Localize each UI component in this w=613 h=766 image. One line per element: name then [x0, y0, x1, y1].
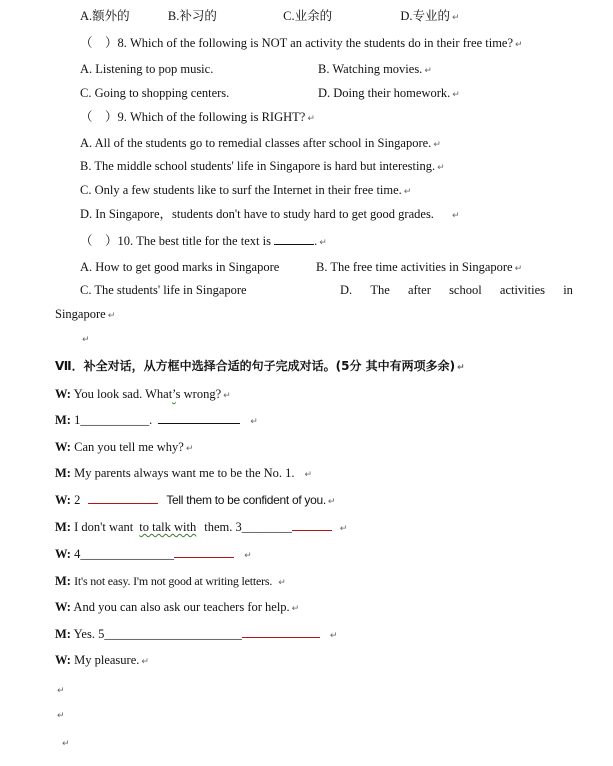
dialogue-text: And you can also ask our teachers for help.: [73, 600, 290, 614]
q7-option-d: D.专业的: [400, 9, 450, 23]
q8-option-c-text: C. Going to shopping centers.: [80, 86, 230, 100]
q10-option-d-continued: [55, 306, 115, 324]
paragraph-mark-icon: ↵: [327, 497, 336, 507]
paragraph-mark-icon: ↵: [278, 578, 286, 588]
paragraph-mark-icon: ↵: [223, 391, 231, 401]
q8-option-d: [318, 85, 460, 103]
answer-blank-5: [242, 626, 320, 638]
q7-option-c: C.业余的: [283, 9, 333, 23]
q9-option-a-text: A. All of the students go to remedial classes after school in Singapore.: [80, 136, 432, 150]
q9-option-d: [80, 206, 459, 224]
q8-option-c: [80, 85, 229, 101]
paragraph-mark-icon: ↵: [141, 657, 149, 667]
q9-option-b-text: B. The middle school students' life in Singapore is hard but interesting.: [80, 159, 436, 173]
q10-option-b: [316, 259, 522, 277]
paragraph-mark-icon: ↵: [451, 211, 460, 221]
dialogue-text: I don't want: [74, 520, 134, 534]
apostrophe: ’: [172, 387, 176, 401]
paragraph-mark-icon: ↵: [62, 739, 70, 749]
dialogue-line-11: [55, 652, 149, 670]
q10-option-d: [340, 282, 573, 298]
q8-stem-text: （ ）8. Which of the following is NOT an activity the students do in their free time?: [80, 36, 514, 50]
q9-stem: [80, 109, 315, 127]
answer-blank-2: [88, 492, 158, 504]
q10-option-b-text: B. The free time activities in Singapore: [316, 260, 513, 274]
q8-stem: [80, 35, 523, 53]
paragraph-mark-icon: ↵: [307, 114, 315, 124]
dialogue-text: 2: [74, 493, 81, 507]
paragraph-mark-icon: ↵: [452, 90, 460, 100]
paragraph-mark-icon: ↵: [244, 551, 252, 561]
paragraph-mark-icon: ↵: [329, 631, 338, 641]
paragraph-mark-icon: ↵: [457, 363, 465, 373]
paragraph-mark-icon: ↵: [515, 40, 523, 50]
paragraph-mark-icon: ↵: [452, 13, 460, 23]
q10-option-c: [80, 282, 247, 298]
paragraph-mark-icon: ↵: [339, 524, 348, 534]
paragraph-mark-icon: ↵: [403, 187, 412, 197]
empty-paragraph: [60, 734, 70, 752]
paragraph-mark-icon: ↵: [424, 66, 432, 76]
q9-option-d-text: D. In Singapore，students don't have to study hard to get good grades.: [80, 207, 434, 221]
q10-stem-end: .: [314, 234, 318, 248]
dialogue-line-4: [55, 465, 312, 483]
speaker-label: W:: [55, 547, 71, 561]
speaker-label: M:: [55, 413, 71, 427]
paragraph-mark-icon: ↵: [291, 604, 300, 614]
q9-option-a: [80, 135, 441, 153]
paragraph-mark-icon: ↵: [185, 444, 194, 454]
q7-option-b: B.补习的: [167, 9, 217, 23]
answer-blank-3: [292, 519, 332, 531]
dialogue-line-8: [55, 573, 286, 591]
speaker-label: W:: [55, 493, 71, 507]
empty-paragraph: [80, 330, 90, 348]
paragraph-mark-icon: ↵: [107, 311, 116, 321]
paragraph-mark-icon: ↵: [250, 417, 258, 427]
dialogue-line-9: [55, 599, 299, 617]
empty-paragraph: [55, 681, 65, 699]
paragraph-mark-icon: ↵: [514, 264, 523, 274]
paragraph-mark-icon: ↵: [319, 238, 327, 248]
dialogue-text: It's not easy. I'm not good at writing letters.: [74, 574, 273, 588]
speaker-label: W:: [55, 653, 71, 667]
dialogue-text: Tell them to be confident of you.: [166, 493, 326, 507]
dialogue-text: s wrong?: [175, 387, 222, 401]
dialogue-text: 4_______________: [74, 547, 175, 561]
paragraph-mark-icon: ↵: [82, 335, 90, 345]
q9-option-c: [80, 182, 411, 200]
q9-option-b: [80, 158, 445, 176]
paragraph-mark-icon: ↵: [57, 686, 65, 696]
q8-option-d-text: D. Doing their homework.: [318, 86, 451, 100]
speaker-label: M:: [55, 466, 71, 480]
dialogue-text: My pleasure.: [74, 653, 140, 667]
answer-blank-1: [158, 412, 240, 424]
q8-option-a-text: A. Listening to pop music.: [80, 62, 214, 76]
dialogue-text: 1___________.: [74, 413, 153, 427]
paragraph-mark-icon: ↵: [437, 163, 445, 173]
section-title: Ⅶ．补全对话，从方框中选择合适的句子完成对话。(5分 其中有两项多余): [55, 359, 456, 373]
dialogue-text: to talk with: [139, 520, 197, 534]
q8-option-a: [80, 61, 213, 77]
q10-option-d-word: activities: [499, 283, 546, 297]
speaker-label: M:: [55, 627, 71, 641]
dialogue-text: You look sad. What: [73, 387, 173, 401]
q10-option-d-word: D.: [340, 283, 353, 297]
paragraph-mark-icon: ↵: [433, 140, 441, 150]
q10-option-d-word: in: [563, 283, 573, 297]
q7-option-a: A.额外的: [80, 9, 130, 23]
dialogue-text: My parents always want me to be the No. 1.: [74, 466, 295, 480]
dialogue-text: Can you tell me why?: [74, 440, 184, 454]
section-heading: [55, 358, 465, 376]
paragraph-mark-icon: ↵: [304, 470, 313, 480]
dialogue-line-6: [55, 519, 347, 537]
q8-option-b-text: B. Watching movies.: [318, 62, 423, 76]
q10-answer-blank: [274, 233, 314, 245]
q10-stem-text: （ ）10. The best title for the text is: [80, 234, 275, 248]
dialogue-line-7: [55, 546, 252, 564]
dialogue-line-5: [55, 492, 335, 510]
speaker-label: M:: [55, 574, 71, 588]
dialogue-text: them. 3________: [204, 520, 292, 534]
q9-stem-text: （ ）9. Which of the following is RIGHT?: [80, 110, 306, 124]
q10-option-d-word: after: [407, 283, 431, 297]
speaker-label: W:: [55, 440, 71, 454]
answer-blank-4: [174, 546, 234, 558]
dialogue-line-1: [55, 386, 231, 404]
q10-option-d-text: Singapore: [55, 307, 106, 321]
dialogue-line-2: [55, 412, 258, 430]
q10-option-d-word: The: [370, 283, 390, 297]
empty-paragraph: [55, 706, 65, 724]
speaker-label: M:: [55, 520, 71, 534]
speaker-label: W:: [55, 387, 71, 401]
dialogue-text: Yes. 5______________________: [73, 627, 242, 641]
q7-options-row: [80, 8, 460, 26]
q10-option-a: [80, 259, 279, 275]
dialogue-line-3: [55, 439, 193, 457]
q10-option-d-word: school: [449, 283, 482, 297]
paragraph-mark-icon: ↵: [57, 711, 65, 721]
q9-option-c-text: C. Only a few students like to surf the Internet in their free time.: [80, 183, 402, 197]
q10-stem: [80, 233, 327, 251]
q10-option-c-text: C. The students' life in Singapore: [80, 283, 247, 297]
speaker-label: W:: [55, 600, 71, 614]
dialogue-line-10: [55, 626, 337, 644]
q10-option-a-text: A. How to get good marks in Singapore: [80, 260, 280, 274]
q8-option-b: [318, 61, 432, 79]
